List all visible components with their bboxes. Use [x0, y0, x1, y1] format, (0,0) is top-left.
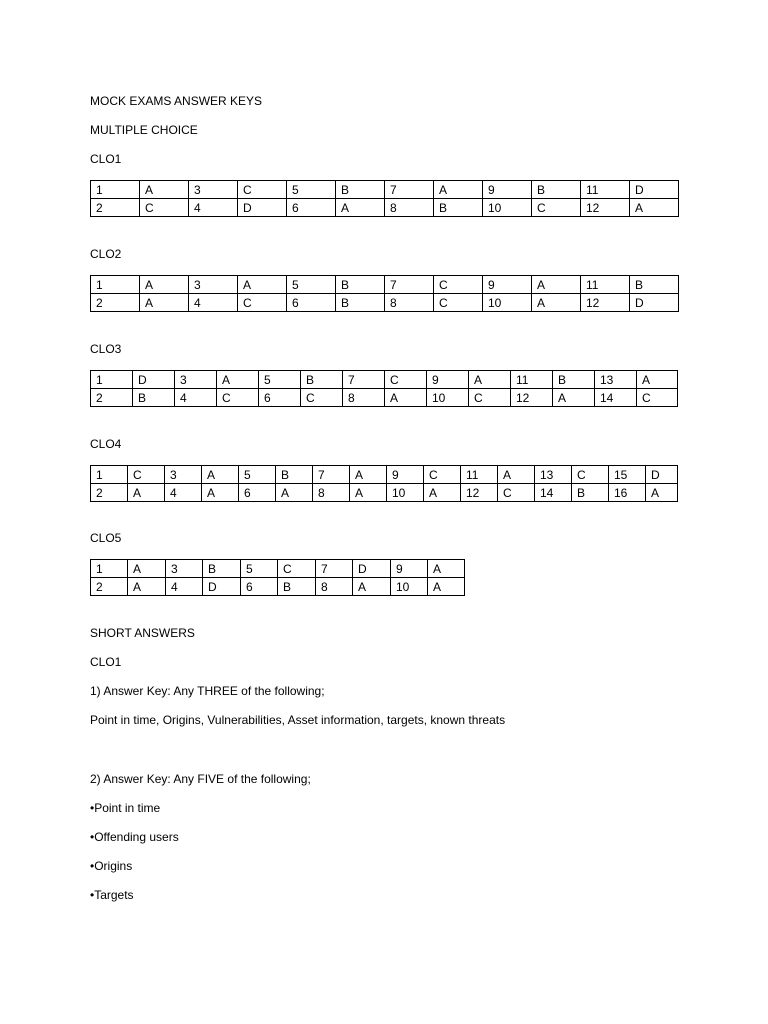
answer-letter-cell: B [336, 294, 385, 312]
question-1-key: 1) Answer Key: Any THREE of the following; [90, 684, 325, 698]
answer-letter-cell: A [140, 181, 189, 199]
answer-letter-cell: B [434, 199, 483, 217]
answer-letter-cell: B [276, 466, 313, 484]
question-number-cell: 5 [287, 276, 336, 294]
answer-letter-cell: D [133, 371, 175, 389]
question-number-cell: 12 [581, 199, 630, 217]
question-number-cell: 11 [511, 371, 553, 389]
answer-letter-cell: D [353, 560, 391, 578]
answer-letter-cell: B [203, 560, 241, 578]
answer-letter-cell: A [140, 294, 189, 312]
question-number-cell: 8 [385, 294, 434, 312]
question-number-cell: 6 [259, 389, 301, 407]
answer-letter-cell: A [350, 484, 387, 502]
answer-letter-cell: A [498, 466, 535, 484]
question-number-cell: 8 [316, 578, 353, 596]
question-number-cell: 9 [427, 371, 469, 389]
short-answers-heading: SHORT ANSWERS [90, 626, 195, 640]
question-number-cell: 12 [461, 484, 498, 502]
question-number-cell: 9 [387, 466, 424, 484]
question-number-cell: 5 [259, 371, 301, 389]
answer-letter-cell: D [630, 294, 679, 312]
question-number-cell: 3 [175, 371, 217, 389]
answer-letter-cell: D [203, 578, 241, 596]
question-number-cell: 3 [189, 276, 238, 294]
answer-letter-cell: C [572, 466, 609, 484]
answer-letter-cell: C [217, 389, 259, 407]
answer-letter-cell: A [469, 371, 511, 389]
question-number-cell: 2 [91, 294, 140, 312]
question-number-cell: 14 [535, 484, 572, 502]
question-number-cell: 6 [239, 484, 276, 502]
answer-letter-cell: B [553, 371, 595, 389]
bullet-item: •Point in time [90, 801, 161, 815]
question-number-cell: 3 [165, 466, 202, 484]
question-number-cell: 7 [313, 466, 350, 484]
answer-letter-cell: A [202, 484, 239, 502]
answer-letter-cell: A [276, 484, 313, 502]
answer-letter-cell: A [140, 276, 189, 294]
question-number-cell: 2 [91, 484, 128, 502]
answer-letter-cell: C [140, 199, 189, 217]
question-number-cell: 9 [391, 560, 428, 578]
question-number-cell: 8 [343, 389, 385, 407]
answer-letter-cell: A [336, 199, 385, 217]
answer-letter-cell: C [301, 389, 343, 407]
answer-letter-cell: A [532, 276, 581, 294]
answer-letter-cell: A [217, 371, 259, 389]
question-number-cell: 10 [427, 389, 469, 407]
question-number-cell: 11 [581, 276, 630, 294]
table-row [91, 578, 465, 596]
question-number-cell: 1 [91, 466, 128, 484]
answer-letter-cell: B [301, 371, 343, 389]
table-row [91, 199, 679, 217]
question-2-key: 2) Answer Key: Any FIVE of the following; [90, 772, 311, 786]
answer-letter-cell: A [202, 466, 239, 484]
question-number-cell: 12 [511, 389, 553, 407]
table-row [91, 294, 679, 312]
question-number-cell: 10 [387, 484, 424, 502]
question-number-cell: 2 [91, 389, 133, 407]
clo2-label: CLO2 [90, 247, 122, 261]
answer-letter-cell: A [353, 578, 391, 596]
question-number-cell: 12 [581, 294, 630, 312]
answer-letter-cell: A [350, 466, 387, 484]
question-number-cell: 13 [595, 371, 637, 389]
answer-letter-cell: A [128, 578, 166, 596]
question-number-cell: 4 [165, 484, 202, 502]
clo2-answer-table [90, 275, 679, 312]
answer-letter-cell: A [532, 294, 581, 312]
question-number-cell: 5 [241, 560, 278, 578]
bullet-item: •Origins [90, 859, 133, 873]
question-number-cell: 10 [483, 294, 532, 312]
question-number-cell: 10 [391, 578, 428, 596]
question-number-cell: 1 [91, 181, 140, 199]
table-row [91, 181, 679, 199]
answer-letter-cell: C [532, 199, 581, 217]
answer-letter-cell: C [385, 371, 427, 389]
multiple-choice-heading: MULTIPLE CHOICE [90, 123, 198, 137]
question-number-cell: 13 [535, 466, 572, 484]
question-number-cell: 16 [609, 484, 646, 502]
answer-letter-cell: A [424, 484, 461, 502]
clo3-label: CLO3 [90, 342, 122, 356]
answer-letter-cell: D [238, 199, 287, 217]
question-number-cell: 8 [385, 199, 434, 217]
clo1-answer-table [90, 180, 679, 217]
answer-letter-cell: A [434, 181, 483, 199]
question-number-cell: 7 [343, 371, 385, 389]
answer-letter-cell: A [385, 389, 427, 407]
question-number-cell: 4 [166, 578, 203, 596]
question-number-cell: 2 [91, 578, 128, 596]
answer-letter-cell: B [133, 389, 175, 407]
question-number-cell: 3 [189, 181, 238, 199]
answer-letter-cell: A [428, 560, 465, 578]
question-number-cell: 1 [91, 371, 133, 389]
question-number-cell: 1 [91, 276, 140, 294]
clo4-label: CLO4 [90, 437, 122, 451]
document-title: MOCK EXAMS ANSWER KEYS [90, 94, 263, 108]
question-number-cell: 4 [189, 199, 238, 217]
answer-letter-cell: A [238, 276, 287, 294]
question-number-cell: 6 [287, 199, 336, 217]
table-row [91, 371, 678, 389]
answer-letter-cell: B [278, 578, 316, 596]
answer-letter-cell: C [424, 466, 461, 484]
question-number-cell: 4 [175, 389, 217, 407]
question-number-cell: 6 [287, 294, 336, 312]
table-row [91, 484, 678, 502]
short-answers-clo1-label: CLO1 [90, 655, 122, 669]
answer-letter-cell: B [572, 484, 609, 502]
answer-letter-cell: A [646, 484, 678, 502]
answer-letter-cell: A [128, 484, 165, 502]
clo5-answer-table [90, 559, 465, 596]
question-number-cell: 11 [461, 466, 498, 484]
question-number-cell: 15 [609, 466, 646, 484]
question-number-cell: 7 [385, 276, 434, 294]
bullet-item: •Offending users [90, 830, 179, 844]
answer-letter-cell: C [238, 181, 287, 199]
question-number-cell: 11 [581, 181, 630, 199]
question-number-cell: 5 [239, 466, 276, 484]
question-number-cell: 9 [483, 276, 532, 294]
bullet-item: •Targets [90, 888, 134, 902]
question-number-cell: 14 [595, 389, 637, 407]
answer-letter-cell: A [128, 560, 166, 578]
question-number-cell: 7 [385, 181, 434, 199]
clo5-label: CLO5 [90, 531, 122, 545]
answer-letter-cell: A [637, 371, 678, 389]
question-number-cell: 10 [483, 199, 532, 217]
answer-letter-cell: C [498, 484, 535, 502]
answer-letter-cell: B [336, 276, 385, 294]
table-row [91, 560, 465, 578]
answer-letter-cell: D [630, 181, 679, 199]
question-number-cell: 8 [313, 484, 350, 502]
table-row [91, 276, 679, 294]
answer-letter-cell: B [630, 276, 679, 294]
question-1-answer: Point in time, Origins, Vulnerabilities, Asset information, targets, known threats [90, 713, 506, 727]
answer-letter-cell: C [238, 294, 287, 312]
question-number-cell: 5 [287, 181, 336, 199]
clo3-answer-table [90, 370, 678, 407]
answer-letter-cell: C [278, 560, 316, 578]
answer-letter-cell: D [646, 466, 678, 484]
answer-letter-cell: C [434, 276, 483, 294]
question-number-cell: 6 [241, 578, 278, 596]
question-number-cell: 2 [91, 199, 140, 217]
answer-letter-cell: C [637, 389, 678, 407]
answer-letter-cell: C [434, 294, 483, 312]
answer-letter-cell: B [336, 181, 385, 199]
answer-letter-cell: C [469, 389, 511, 407]
answer-letter-cell: A [553, 389, 595, 407]
answer-letter-cell: A [428, 578, 465, 596]
question-number-cell: 3 [166, 560, 203, 578]
table-row [91, 389, 678, 407]
clo1-label: CLO1 [90, 152, 122, 166]
answer-letter-cell: A [630, 199, 679, 217]
table-row [91, 466, 678, 484]
question-number-cell: 7 [316, 560, 353, 578]
answer-letter-cell: C [128, 466, 165, 484]
question-number-cell: 9 [483, 181, 532, 199]
answer-letter-cell: B [532, 181, 581, 199]
question-number-cell: 4 [189, 294, 238, 312]
clo4-answer-table [90, 465, 678, 502]
question-number-cell: 1 [91, 560, 128, 578]
